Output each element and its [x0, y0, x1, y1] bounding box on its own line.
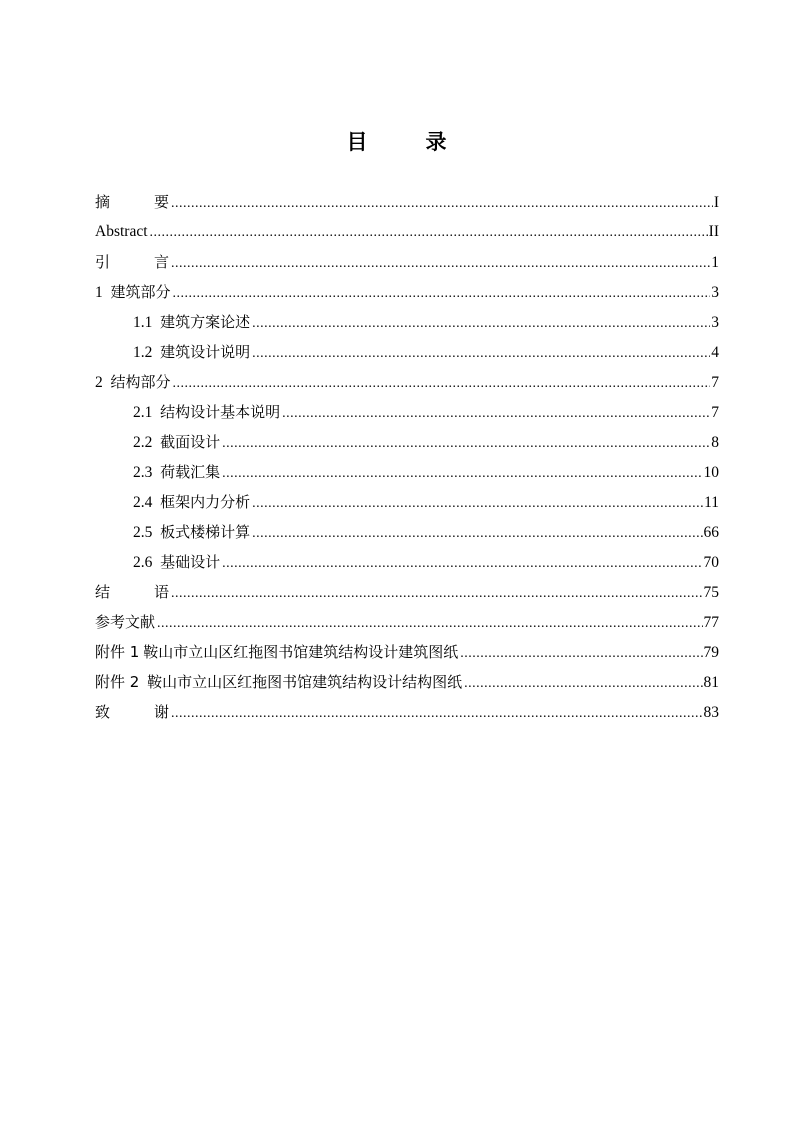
toc-entry-references[interactable]: [95, 607, 719, 637]
toc-entry-text: 框架内力分析: [160, 493, 251, 511]
toc-entry-text: 致: [95, 703, 111, 721]
toc-entry-text: 谢: [154, 703, 170, 721]
toc-entry-number: 1: [95, 284, 103, 301]
toc-entry-acknowledgements[interactable]: [95, 697, 719, 727]
toc-page-number: 7: [711, 374, 719, 391]
toc-entry-section-2-2[interactable]: [95, 427, 719, 457]
toc-page-number: 66: [703, 524, 719, 541]
toc-entry-section-1-2[interactable]: [95, 337, 719, 367]
toc-leader-dots: [252, 489, 703, 519]
toc-entry-appendix-2[interactable]: [95, 667, 719, 697]
toc-page-number: II: [708, 223, 719, 240]
toc-entry-number: 附件 1: [95, 643, 140, 661]
toc-entry-text: 建筑部分: [110, 283, 171, 301]
toc-entry-conclusion[interactable]: [95, 577, 719, 607]
toc-entry-section-2-3[interactable]: [95, 457, 719, 487]
toc-page-number: 3: [711, 314, 719, 331]
toc-page-number: 10: [703, 464, 719, 481]
toc-page-number: 8: [711, 434, 719, 451]
toc-entry-chapter-1[interactable]: [95, 277, 719, 307]
toc-entry-text: 结构设计基本说明: [160, 403, 281, 421]
toc-entry-number: 2.6: [133, 554, 153, 571]
toc-leader-dots: [171, 249, 710, 279]
toc-leader-dots: [460, 639, 702, 669]
toc-entry-text: 参考文献: [95, 613, 156, 631]
toc-entry-number: 2.3: [133, 464, 153, 481]
toc-entry-section-2-5[interactable]: [95, 517, 719, 547]
toc-entry-number: 2.5: [133, 524, 153, 541]
toc-entry-text: 荷载汇集: [160, 463, 221, 481]
title-left-char: 目: [346, 130, 368, 154]
toc-page-number: 1: [711, 254, 719, 271]
toc-leader-dots: [252, 339, 710, 369]
toc-entry-text: 语: [154, 583, 170, 601]
toc-entry-introduction[interactable]: [95, 247, 719, 277]
toc-leader-dots: [171, 189, 713, 219]
toc-leader-dots: [171, 699, 702, 729]
toc-entry-text: 鞍山市立山区红拖图书馆建筑结构设计建筑图纸: [143, 643, 459, 661]
toc-entry-number: 1.1: [133, 314, 153, 331]
toc-leader-dots: [252, 519, 702, 549]
toc-page-number: 81: [703, 674, 719, 691]
toc-leader-dots: [173, 279, 711, 309]
toc-entry-number: 附件 2: [95, 673, 140, 691]
toc-leader-dots: [171, 579, 702, 609]
toc-entry-section-2-6[interactable]: [95, 547, 719, 577]
toc-entry-number: 2.1: [133, 404, 153, 421]
toc-entry-text: 鞍山市立山区红拖图书馆建筑结构设计结构图纸: [147, 673, 463, 691]
title-right-char: 录: [425, 130, 447, 154]
toc-entry-text: 板式楼梯计算: [160, 523, 251, 541]
toc-entry-text: 截面设计: [160, 433, 221, 451]
toc-page-number: 79: [703, 644, 719, 661]
toc-page-number: 70: [703, 554, 719, 571]
toc-entry-number: 2: [95, 374, 103, 391]
toc-entry-text: 言: [154, 253, 170, 271]
toc-leader-dots: [173, 369, 711, 399]
toc-leader-dots: [222, 549, 702, 579]
toc-leader-dots: [222, 429, 710, 459]
toc-page-number: 75: [703, 584, 719, 601]
page-title: [0, 126, 793, 156]
toc-entry-text: 引: [95, 253, 111, 271]
table-of-contents: [95, 187, 719, 727]
toc-entry-text: 结构部分: [110, 373, 171, 391]
toc-leader-dots: [252, 309, 710, 339]
toc-entry-number: 2.4: [133, 494, 153, 511]
toc-entry-section-2-4[interactable]: [95, 487, 719, 517]
toc-entry-text: 结: [95, 583, 111, 601]
toc-entry-number: 1.2: [133, 344, 153, 361]
toc-entry-text: 要: [154, 193, 170, 211]
toc-page-number: 11: [704, 494, 719, 511]
toc-entry-text: 摘: [95, 193, 111, 211]
toc-leader-dots: [150, 218, 708, 248]
toc-entry-number: 2.2: [133, 434, 153, 451]
toc-page-number: 3: [711, 284, 719, 301]
toc-entry-abstract-en[interactable]: [95, 217, 719, 247]
toc-page-number: 83: [703, 704, 719, 721]
toc-entry-appendix-1[interactable]: [95, 637, 719, 667]
toc-entry-section-2-1[interactable]: [95, 397, 719, 427]
toc-page-number: 4: [711, 344, 719, 361]
toc-entry-section-1-1[interactable]: [95, 307, 719, 337]
toc-entry-abstract-cn[interactable]: [95, 187, 719, 217]
toc-leader-dots: [222, 459, 702, 489]
toc-entry-text: 建筑方案论述: [160, 313, 251, 331]
toc-page-number: 7: [711, 404, 719, 421]
toc-entry-text: 建筑设计说明: [160, 343, 251, 361]
toc-leader-dots: [282, 399, 710, 429]
toc-page-number: I: [713, 194, 719, 211]
toc-entry-text: Abstract: [95, 223, 148, 240]
toc-page-number: 77: [703, 614, 719, 631]
toc-entry-chapter-2[interactable]: [95, 367, 719, 397]
toc-leader-dots: [157, 609, 702, 639]
toc-entry-text: 基础设计: [160, 553, 221, 571]
toc-leader-dots: [464, 669, 702, 699]
